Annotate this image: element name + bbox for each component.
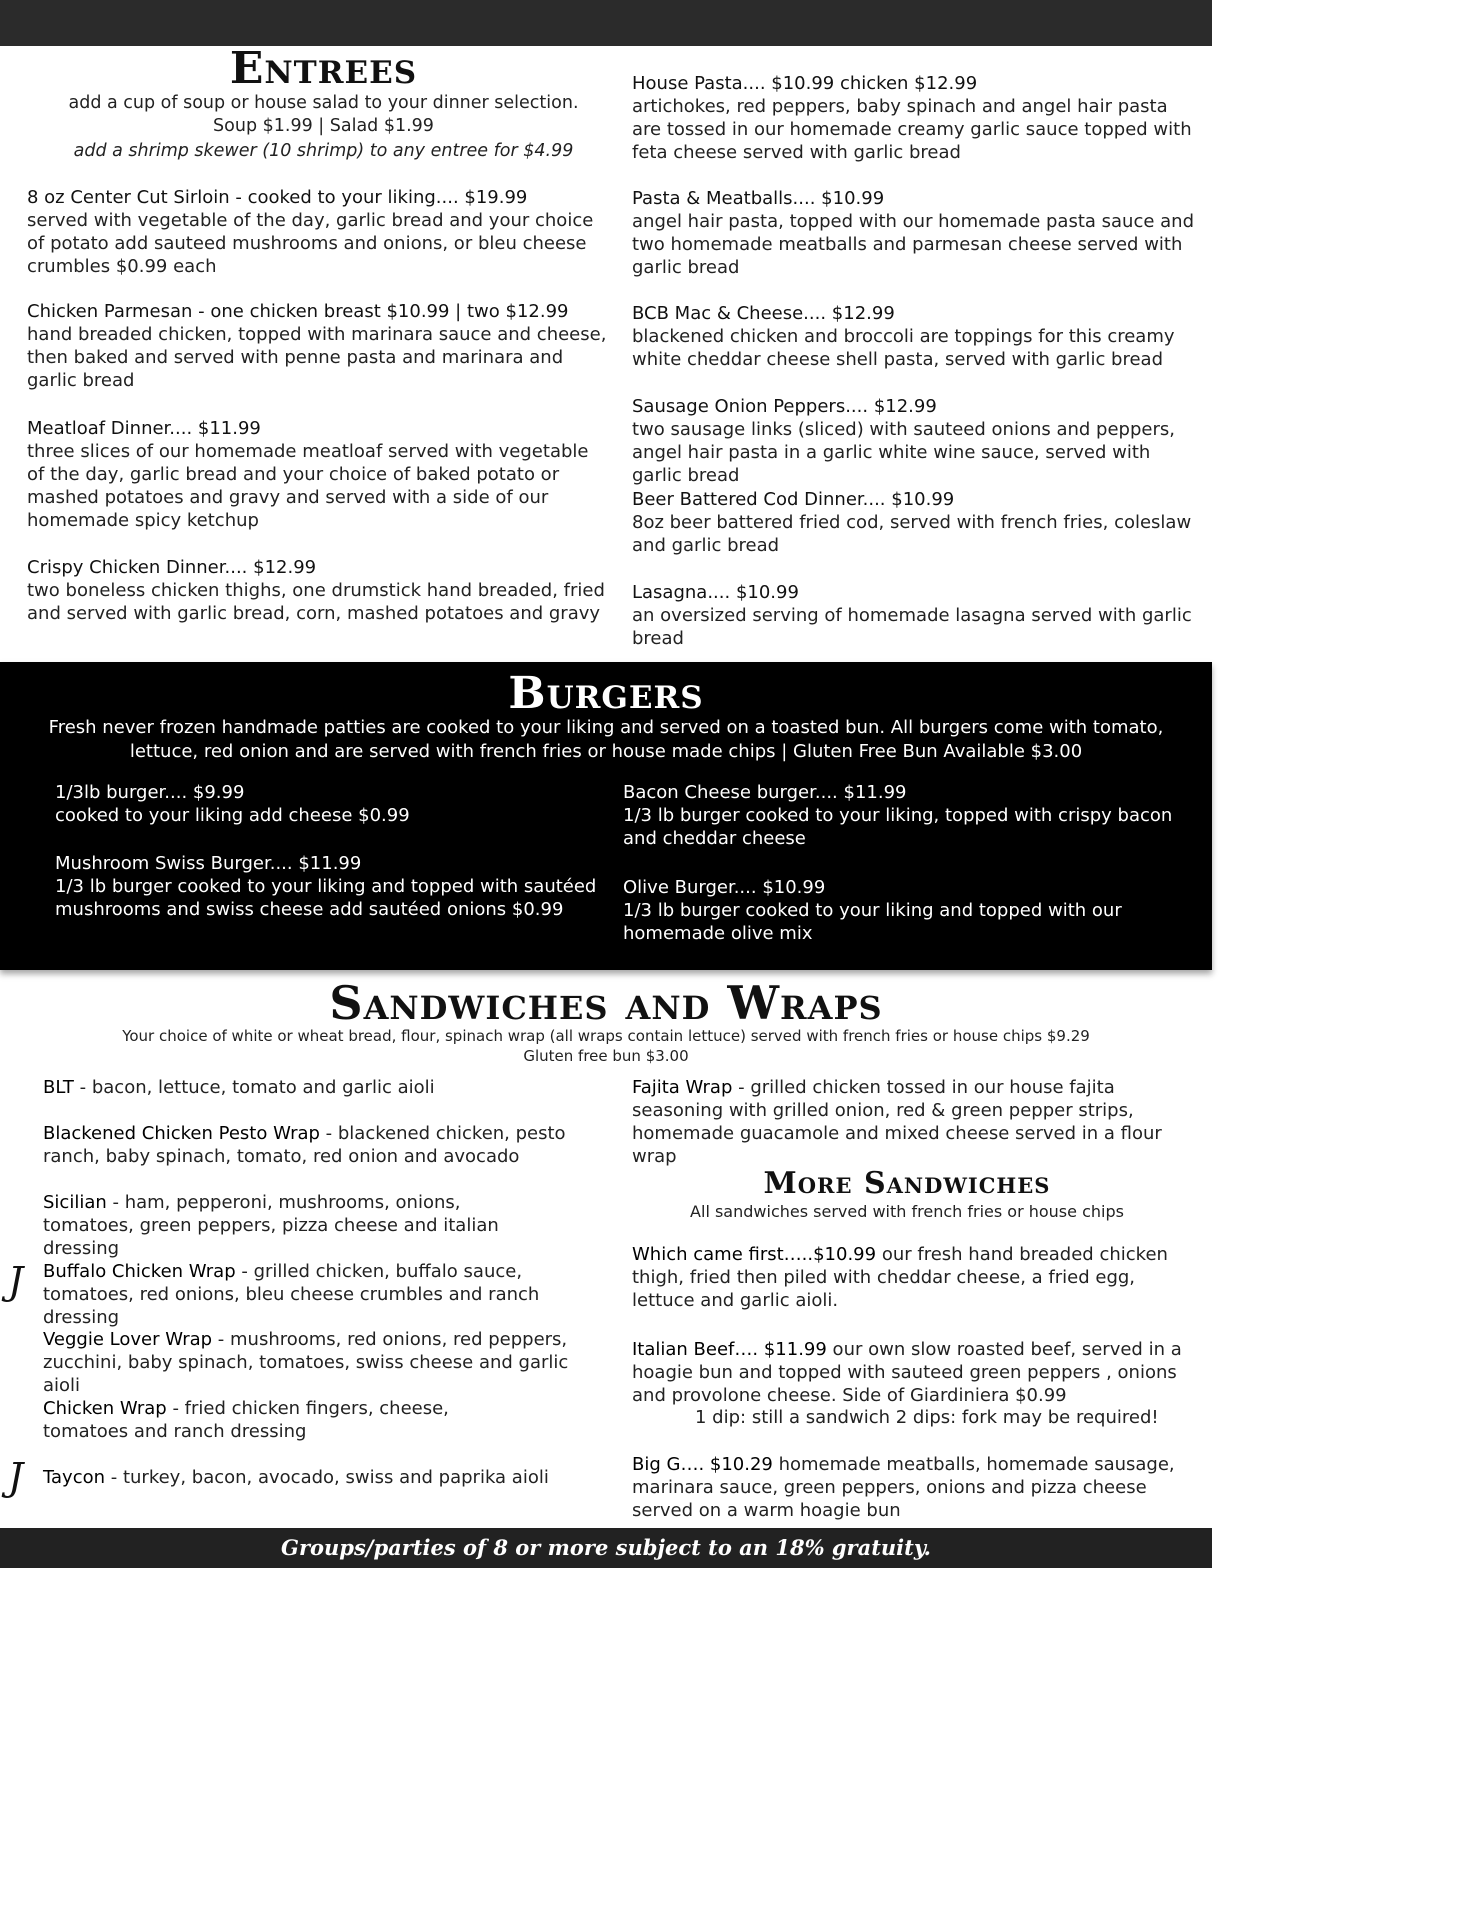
entree-name: Sausage Onion Peppers.... $12.99: [632, 396, 937, 417]
entree-desc: two sausage links (sliced) with sauteed onions and peppers, angel hair pasta in a garlic white wine sauce, served with garlic bread: [632, 419, 1175, 486]
entree-name: Lasagna.... $10.99: [632, 582, 799, 603]
entrees-intro-3: add a shrimp skewer (10 shrimp) to any entree for $4.99: [73, 141, 574, 161]
burger-item: [623, 781, 1183, 850]
entree-name: 8 oz Center Cut Sirloin - cooked to your liking.... $19.99: [27, 187, 528, 208]
entree-item: [632, 302, 1200, 371]
sandwich-name: Buffalo Chicken Wrap: [43, 1261, 236, 1282]
sandwich-desc: - blackened chicken, pesto ranch, baby spinach, tomato, red onion and avocado: [43, 1123, 566, 1167]
sandwich-desc: our fresh hand breaded chicken thigh, fried then piled with cheddar cheese, a fried egg, lettuce and garlic aioli.: [632, 1244, 1168, 1311]
burger-desc: 1/3 lb burger cooked to your liking, topped with crispy bacon and cheddar cheese: [623, 805, 1173, 849]
burger-desc: 1/3 lb burger cooked to your liking and topped with sautéed mushrooms and swiss cheese add sautéed onions $0.99: [55, 876, 597, 920]
sandwich-item: [43, 1397, 533, 1443]
spicy-marker-icon: J: [8, 1455, 24, 1499]
entree-name: Beer Battered Cod Dinner.... $10.99: [632, 489, 955, 510]
more-sandwiches-title: More Sandwiches: [763, 1166, 1051, 1201]
gratuity-footer: Groups/parties of 8 or more subject to an 18% gratuity.: [0, 1528, 1212, 1568]
sandwich-name: Fajita Wrap: [632, 1077, 733, 1098]
entree-desc: an oversized serving of homemade lasagna served with garlic bread: [632, 605, 1192, 649]
sandwich-item: [632, 1243, 1182, 1312]
entree-name: Crispy Chicken Dinner.... $12.99: [27, 557, 317, 578]
burger-name: Olive Burger.... $10.99: [623, 877, 826, 898]
sandwich-name: Veggie Lover Wrap: [43, 1329, 213, 1350]
sandwiches-title: Sandwiches and Wraps: [329, 976, 883, 1030]
sandwich-item: [43, 1260, 603, 1329]
entree-desc: two boneless chicken thighs, one drumstick hand breaded, fried and served with garlic bread, corn, mashed potatoes and gravy: [27, 580, 605, 624]
entree-name: BCB Mac & Cheese.... $12.99: [632, 303, 895, 324]
entree-item: [27, 186, 607, 278]
burger-name: Bacon Cheese burger.... $11.99: [623, 782, 907, 803]
sandwich-desc: - ham, pepperoni, mushrooms, onions, tomatoes, green peppers, pizza cheese and italian dressing: [43, 1192, 499, 1259]
entree-desc: hand breaded chicken, topped with marinara sauce and cheese, then baked and served with penne pasta and marinara and garlic bread: [27, 324, 607, 391]
sandwich-desc: - grilled chicken tossed in our house fajita seasoning with grilled onion, red & green pepper strips, homemade guacamole and mixed cheese served in a flour wrap: [632, 1077, 1162, 1167]
sandwich-desc: - bacon, lettuce, tomato and garlic aioli: [73, 1077, 435, 1098]
top-bar: [0, 0, 1212, 46]
more-sandwiches-intro: All sandwiches served with french fries or house chips: [690, 1202, 1124, 1221]
burgers-title: Burgers: [508, 668, 704, 719]
entree-name: House Pasta.... $10.99 chicken $12.99: [632, 73, 978, 94]
entree-desc: served with vegetable of the day, garlic bread and your choice of potato add sauteed mushrooms and onions, or bleu cheese crumbles $0.99 each: [27, 210, 594, 277]
burger-desc: 1/3 lb burger cooked to your liking and topped with our homemade olive mix: [623, 900, 1122, 944]
sandwich-desc: homemade meatballs, homemade sausage, marinara sauce, green peppers, onions and pizza cheese served on a warm hoagie bun: [632, 1454, 1175, 1521]
entree-item: [632, 395, 1200, 487]
sandwich-desc: - turkey, bacon, avocado, swiss and paprika aioli: [105, 1467, 549, 1488]
sandwich-name: Taycon: [43, 1467, 106, 1488]
dip-note: 1 dip: still a sandwich 2 dips: fork may be required!: [695, 1407, 1159, 1428]
sandwiches-intro-line-2: Gluten free bun $3.00: [523, 1047, 689, 1065]
sandwich-item: [632, 1453, 1182, 1522]
entree-item: [27, 417, 607, 532]
burger-name: Mushroom Swiss Burger.... $11.99: [55, 853, 362, 874]
entree-desc: 8oz beer battered fried cod, served with french fries, coleslaw and garlic bread: [632, 512, 1192, 556]
entree-desc: three slices of our homemade meatloaf served with vegetable of the day, garlic bread and your choice of baked potato or mashed potatoes and gravy and served with a side of our homemade spicy ketchup: [27, 441, 589, 531]
entree-name: Meatloaf Dinner.... $11.99: [27, 418, 261, 439]
entree-name: Chicken Parmesan - one chicken breast $10.99 | two $12.99: [27, 301, 569, 322]
entree-name: Pasta & Meatballs.... $10.99: [632, 188, 885, 209]
sandwich-name: Italian Beef…. $11.99: [632, 1339, 827, 1360]
sandwich-item: [43, 1191, 543, 1260]
entree-item: [27, 556, 607, 625]
sandwich-name: Blackened Chicken Pesto Wrap: [43, 1123, 320, 1144]
burger-name: 1/3lb burger.... $9.99: [55, 782, 245, 803]
burger-item: [623, 876, 1183, 945]
sandwich-name: BLT: [43, 1077, 74, 1098]
sandwich-desc: - grilled chicken, buffalo sauce, tomatoes, red onions, bleu cheese crumbles and ranch dressing: [43, 1261, 540, 1328]
sandwich-item: [632, 1338, 1188, 1407]
entrees-intro-1: add a cup of soup or house salad to your dinner selection.: [68, 93, 579, 113]
sandwich-desc: - fried chicken fingers, cheese, tomatoes and ranch dressing: [43, 1398, 449, 1442]
spicy-marker-icon: J: [8, 1259, 24, 1303]
entree-item: [632, 488, 1200, 557]
burgers-intro: Fresh never frozen handmade patties are cooked to your liking and served on a toasted bun. All burgers come with tomato, lettuce, red onion and are served with french fries or house made chips | Gluten Free Bun Available $3.00: [48, 717, 1164, 762]
entree-desc: angel hair pasta, topped with our homemade pasta sauce and two homemade meatballs and parmesan cheese served with garlic bread: [632, 211, 1195, 278]
entrees-intro-2: Soup $1.99 | Salad $1.99: [213, 116, 434, 136]
burger-item: [55, 781, 605, 827]
sandwich-name: Which came first…..$10.99: [632, 1244, 877, 1265]
sandwich-name: Sicilian: [43, 1192, 107, 1213]
burger-item: [55, 852, 605, 921]
sandwich-item: [43, 1076, 603, 1099]
sandwich-item: [632, 1076, 1188, 1168]
burgers-section: [0, 662, 1212, 970]
sandwich-desc: our own slow roasted beef, served in a hoagie bun and topped with sauteed green peppers , onions and provolone cheese. Side of Giardiniera $0.99: [632, 1339, 1182, 1406]
entree-item: [632, 581, 1200, 650]
sandwiches-intro-line-1: Your choice of white or wheat bread, flour, spinach wrap (all wraps contain lettuce) served with french fries or house chips $9.29: [122, 1027, 1090, 1045]
entrees-title: Entrees: [229, 43, 418, 94]
sandwich-name: Big G…. $10.29: [632, 1454, 773, 1475]
entree-item: [27, 300, 607, 392]
entree-item: [632, 187, 1200, 279]
sandwich-name: Chicken Wrap: [43, 1398, 167, 1419]
burger-desc: cooked to your liking add cheese $0.99: [55, 805, 410, 826]
sandwich-item: [43, 1328, 593, 1397]
sandwich-item: [43, 1466, 603, 1489]
sandwich-item: [43, 1122, 603, 1168]
sandwiches-intro: [60, 1026, 1152, 1066]
sandwich-desc: - mushrooms, red onions, red peppers, zucchini, baby spinach, tomatoes, swiss cheese and garlic aioli: [43, 1329, 569, 1396]
entree-item: [632, 72, 1200, 164]
entree-desc: blackened chicken and broccoli are toppings for this creamy white cheddar cheese shell pasta, served with garlic bread: [632, 326, 1175, 370]
entree-desc: artichokes, red peppers, baby spinach and angel hair pasta are tossed in our homemade creamy garlic sauce topped with feta cheese served with garlic bread: [632, 96, 1192, 163]
